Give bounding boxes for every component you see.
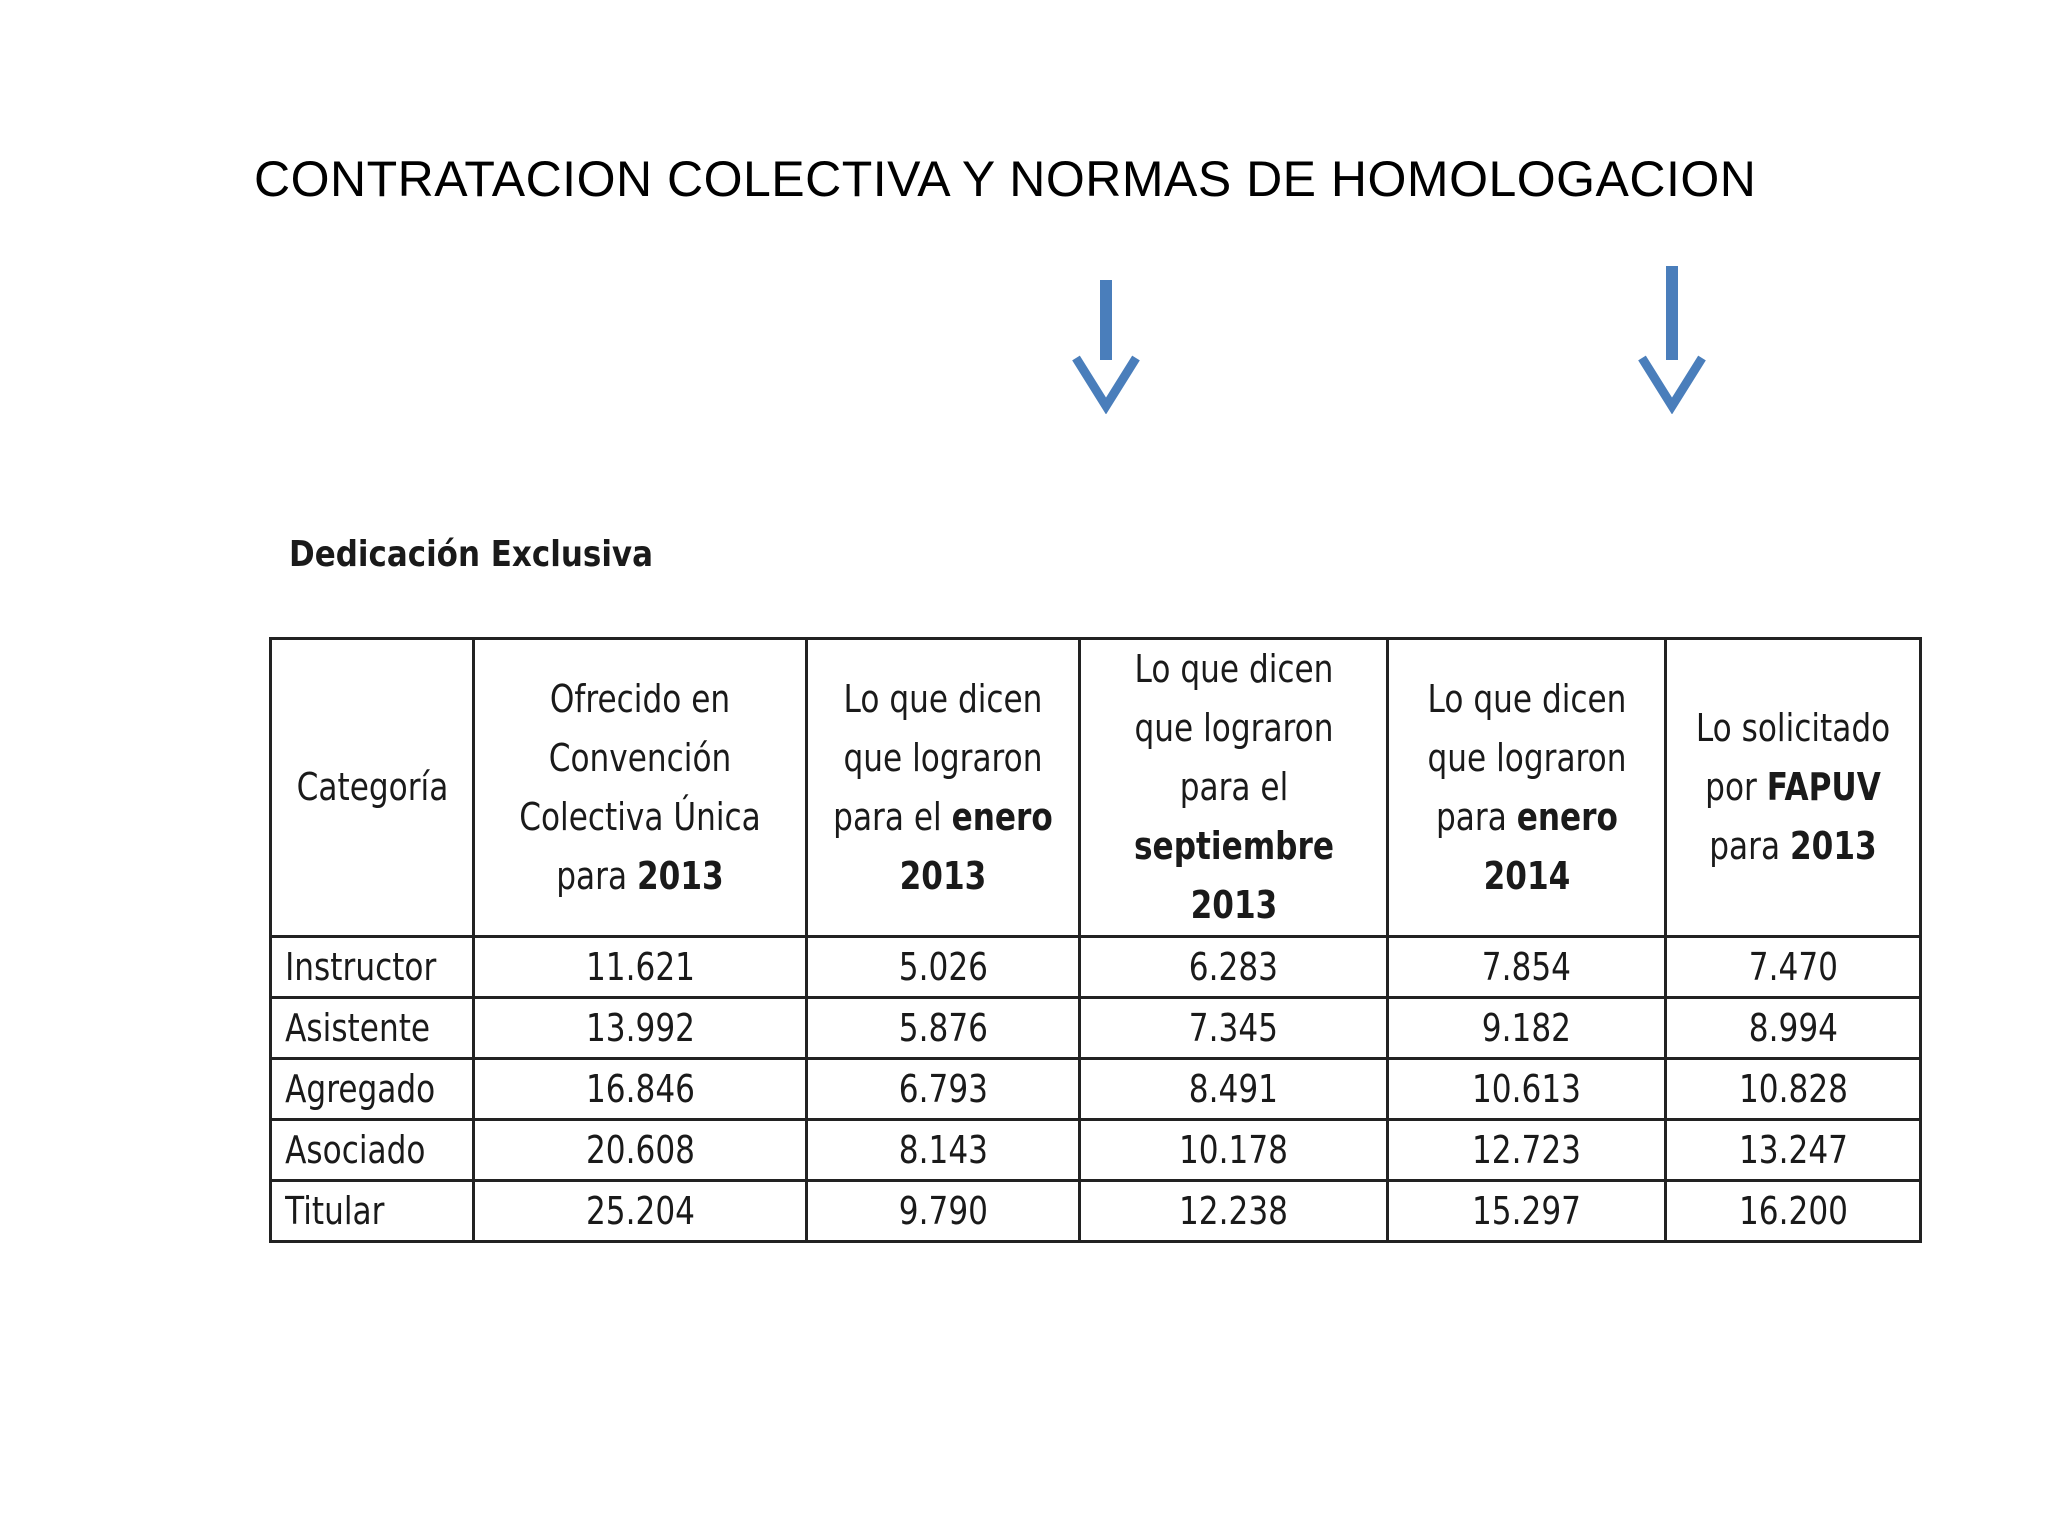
table-cell: 9.182	[1388, 998, 1666, 1059]
table-cell: 10.178	[1080, 1120, 1388, 1181]
table-cell: 9.790	[807, 1181, 1080, 1242]
header-categoria: Categoría	[271, 639, 474, 937]
row-category: Asociado	[271, 1120, 474, 1181]
table-cell: 13.247	[1666, 1120, 1921, 1181]
header-enero-2014: Lo que dicen que lograron para enero 2014	[1388, 639, 1666, 937]
table-cell: 8.143	[807, 1120, 1080, 1181]
header-ofrecido: Ofrecido en Convención Colectiva Única para 2013	[474, 639, 807, 937]
table-cell: 13.992	[474, 998, 807, 1059]
table-cell: 16.846	[474, 1059, 807, 1120]
arrow-down-icon	[1637, 266, 1707, 414]
header-fapuv-2013: Lo solicitado por FAPUV para 2013	[1666, 639, 1921, 937]
salary-table	[269, 637, 1922, 1243]
table-row	[271, 1059, 1921, 1120]
table-cell: 10.613	[1388, 1059, 1666, 1120]
arrow-down-icon	[1071, 280, 1141, 414]
table-cell: 8.491	[1080, 1059, 1388, 1120]
table-row	[271, 1120, 1921, 1181]
row-category: Titular	[271, 1181, 474, 1242]
table-cell: 12.723	[1388, 1120, 1666, 1181]
table-cell: 5.876	[807, 998, 1080, 1059]
table-header-row	[271, 639, 1921, 937]
table-row	[271, 998, 1921, 1059]
table-cell: 7.345	[1080, 998, 1388, 1059]
table-cell: 15.297	[1388, 1181, 1666, 1242]
table-row	[271, 1181, 1921, 1242]
table-cell: 6.793	[807, 1059, 1080, 1120]
row-category: Instructor	[271, 937, 474, 998]
table-cell: 7.470	[1666, 937, 1921, 998]
page-title: CONTRATACION COLECTIVA Y NORMAS DE HOMOLOGACION	[254, 151, 1757, 207]
table-cell: 7.854	[1388, 937, 1666, 998]
table-cell: 20.608	[474, 1120, 807, 1181]
table-cell: 6.283	[1080, 937, 1388, 998]
header-septiembre-2013: Lo que dicen que lograron para el septiembre 2013	[1080, 639, 1388, 937]
table-cell: 12.238	[1080, 1181, 1388, 1242]
table-cell: 5.026	[807, 937, 1080, 998]
table-cell: 11.621	[474, 937, 807, 998]
table-cell: 10.828	[1666, 1059, 1921, 1120]
row-category: Agregado	[271, 1059, 474, 1120]
row-category: Asistente	[271, 998, 474, 1059]
header-enero-2013: Lo que dicen que lograron para el enero 2013	[807, 639, 1080, 937]
table-row	[271, 937, 1921, 998]
table-cell: 25.204	[474, 1181, 807, 1242]
table-cell: 16.200	[1666, 1181, 1921, 1242]
table-title: Dedicación Exclusiva	[289, 534, 654, 575]
table-cell: 8.994	[1666, 998, 1921, 1059]
